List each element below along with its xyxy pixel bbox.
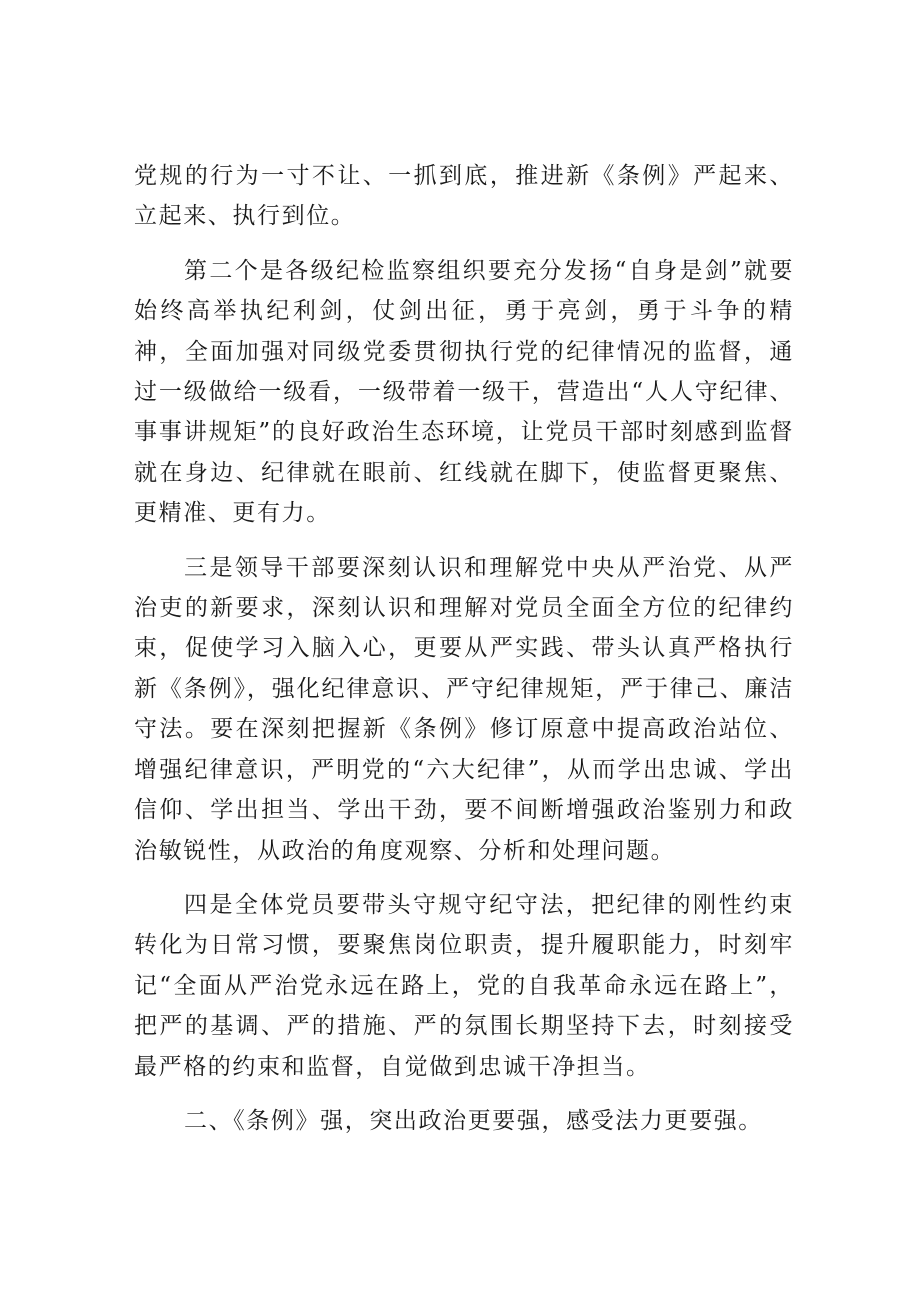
document-body: [134, 156, 794, 1141]
paragraph-continuation: 党规的行为一寸不让、一抓到底，推进新《条例》严起来、立起来、执行到位。: [134, 163, 794, 230]
paragraph-spacer: [134, 237, 794, 251]
paragraph-spacer: [134, 1087, 794, 1101]
paragraph-third-point: 三是领导干部要深刻认识和理解党中央从严治党、从严治吏的新要求，深刻认识和理解对党员全面全方位的纪律约束，促使学习入脑入心，更要从严实践、带头认真严格执行新《条例》，强化纪律意识、严守纪律规矩，严于律己、廉洁守法。要在深刻把握新《条例》修订原意中提高政治站位、增强纪律意识，严明党的“六大纪律”，从而学出忠诚、学出信仰、学出担当、学出干劲，要不间断增强政治鉴别力和政治敏锐性，从政治的角度观察、分析和处理问题。: [134, 554, 794, 864]
paragraph-spacer: [134, 534, 794, 548]
paragraph-spacer: [134, 871, 794, 885]
section-heading-two: 二、《条例》强，突出政治更要强，感受法力更要强。: [184, 1107, 763, 1134]
paragraph-second-point: 第二个是各级纪检监察组织要充分发扬“自身是剑”就要始终高举执纪利剑，仗剑出征，勇于亮剑，勇于斗争的精神，全面加强对同级党委贯彻执行党的纪律情况的监督，通过一级做给一级看，一级带着一级干，营造出“人人守纪律、事事讲规矩”的良好政治生态环境，让党员干部时刻感到监督就在身边、纪律就在眼前、红线就在脚下，使监督更聚焦、更精准、更有力。: [134, 257, 794, 527]
paragraph-fourth-point: 四是全体党员要带头守规守纪守法，把纪律的刚性约束转化为日常习惯，要聚焦岗位职责，提升履职能力，时刻牢记“全面从严治党永远在路上，党的自我革命永远在路上”，把严的基调、严的措施、严的氛围长期坚持下去，时刻接受最严格的约束和监督，自觉做到忠诚干净担当。: [134, 891, 794, 1080]
